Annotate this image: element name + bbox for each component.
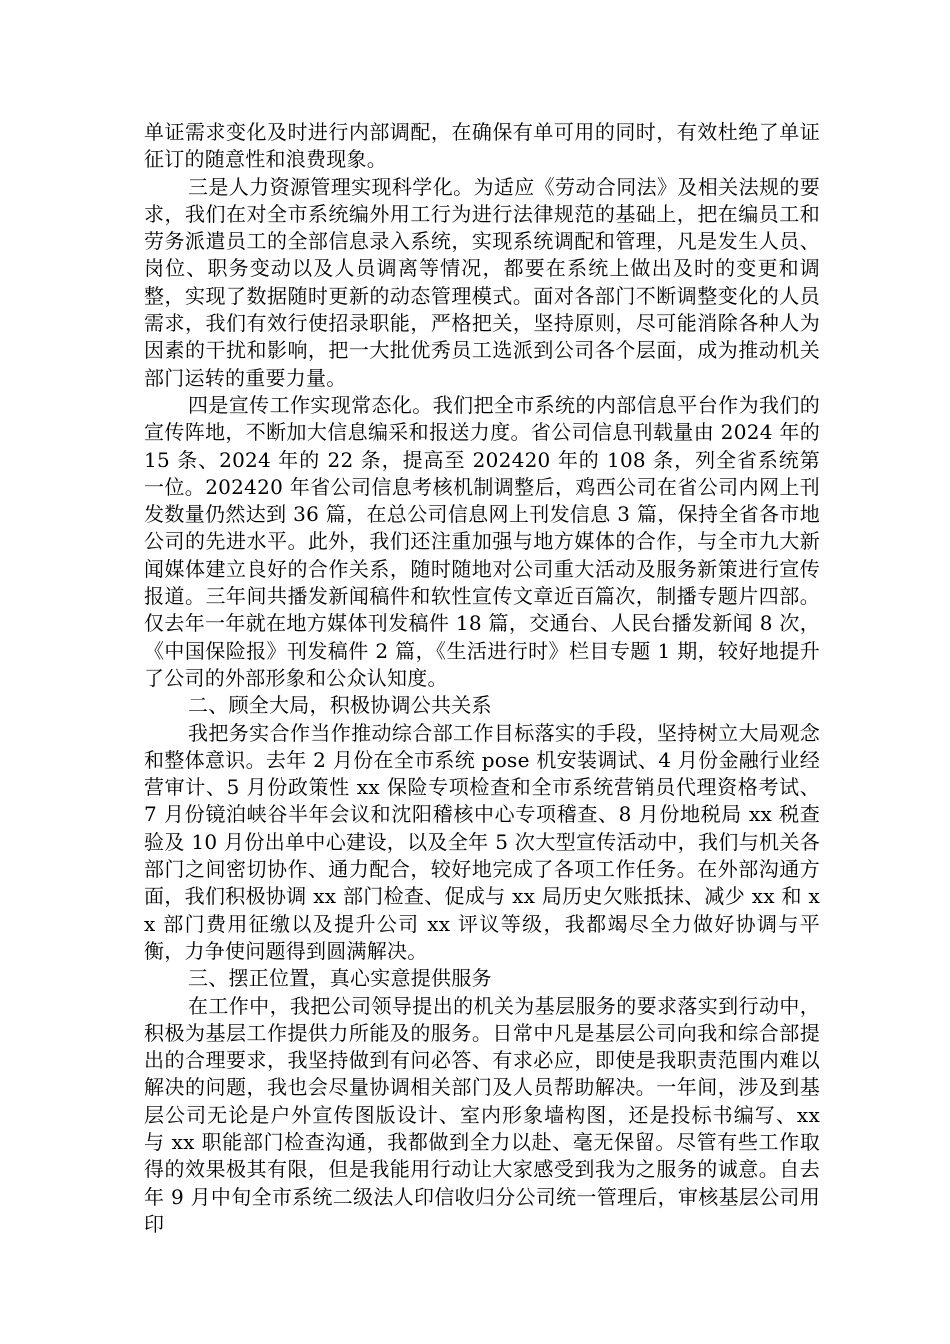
- paragraph-publicity: 四是宣传工作实现常态化。我们把全市系统的内部信息平台作为我们的宣传阵地，不断加大信息编采和报送力度。省公司信息刊载量由 2024 年的 15 条、2024 年的 22 条，提高至 202420 年的 108 条，列全省系统第一位。202420 年省公司信息考核机制调整后，鸡西公司在省公司内网上刊发数量仍然达到 36 篇，在总公司信息网上刊发信息 3 篇，保持全省各市地公司的先进水平。此外，我们还注重加强与地方媒体的合作，与全市九大新闻媒体建立良好的合作关系，随时随地对公司重大活动及服务新策进行宣传报道。三年间共播发新闻稿件和软性宣传文章近百篇次，制播专题片四部。仅去年一年就在地方媒体刊发稿件 18 篇，交通台、人民台播发新闻 8 次，《中国保险报》刊发稿件 2 篇，《生活进行时》栏目专题 1 期，较好地提升了公司的外部形象和公众认知度。: [144, 392, 820, 690]
- paragraph-hr-management: 三是人力资源管理实现科学化。为适应《劳动合同法》及相关法规的要求，我们在对全市系统编外用工行为进行法律规范的基础上，把在编员工和劳务派遣员工的全部信息录入系统，实现系统调配和管理，凡是发生人员、岗位、职务变动以及人员调离等情况，都要在系统上做出及时的变更和调整，实现了数据随时更新的动态管理模式。面对各部门不断调整变化的人员需求，我们有效行使招录职能，严格把关，坚持原则，尽可能消除各种人为因素的干扰和影响，把一大批优秀员工选派到公司各个层面，成为推动机关部门运转的重要力量。: [144, 174, 820, 390]
- section-heading-public-relations: 二、顾全大局，积极协调公共关系: [188, 693, 492, 718]
- section-heading-service: 三、摆正位置，真心实意提供服务: [188, 966, 492, 991]
- document-page: [144, 119, 820, 1238]
- paragraph-service: 在工作中，我把公司领导提出的机关为基层服务的要求落实到行动中，积极为基层工作提供力所能及的服务。日常中凡是基层公司向我和综合部提出的合理要求，我坚持做到有问必答、有求必应，即使是我职责范围内难以解决的问题，我也会尽量协调相关部门及人员帮助解决。一年间，涉及到基层公司无论是户外宣传图版设计、室内形象墙构图，还是投标书编写、xx 与 xx 职能部门检查沟通，我都做到全力以赴、毫无保留。尽管有些工作取得的效果极其有限，但是我能用行动让大家感受到我为之服务的诚意。自去年 9 月中旬全市系统二级法人印信收归分公司统一管理后，审核基层公司用印: [144, 993, 820, 1236]
- paragraph-cooperation: 我把务实合作当作推动综合部工作目标落实的手段，坚持树立大局观念和整体意识。去年 2 月份在全市系统 pose 机安装调试、4 月份金融行业经营审计、5 月份政策性 xx 保险专项检查和全市系统营销员代理资格考试、7 月份镜泊峡谷半年会议和沈阳稽核中心专项稽查、8 月份地税局 xx 税查验及 10 月份出单中心建设，以及全年 5 次大型宣传活动中，我们与机关各部门之间密切协作、通力配合，较好地完成了各项工作任务。在外部沟通方面，我们积极协调 xx 部门检查、促成与 xx 局历史欠账抵抹、减少 xx 和 xx 部门费用征缴以及提升公司 xx 评议等级，我都竭尽全力做好协调与平衡，力争使问题得到圆满解决。: [144, 720, 820, 963]
- paragraph-continuation: 单证需求变化及时进行内部调配，在确保有单可用的同时，有效杜绝了单证征订的随意性和浪费现象。: [144, 120, 820, 172]
